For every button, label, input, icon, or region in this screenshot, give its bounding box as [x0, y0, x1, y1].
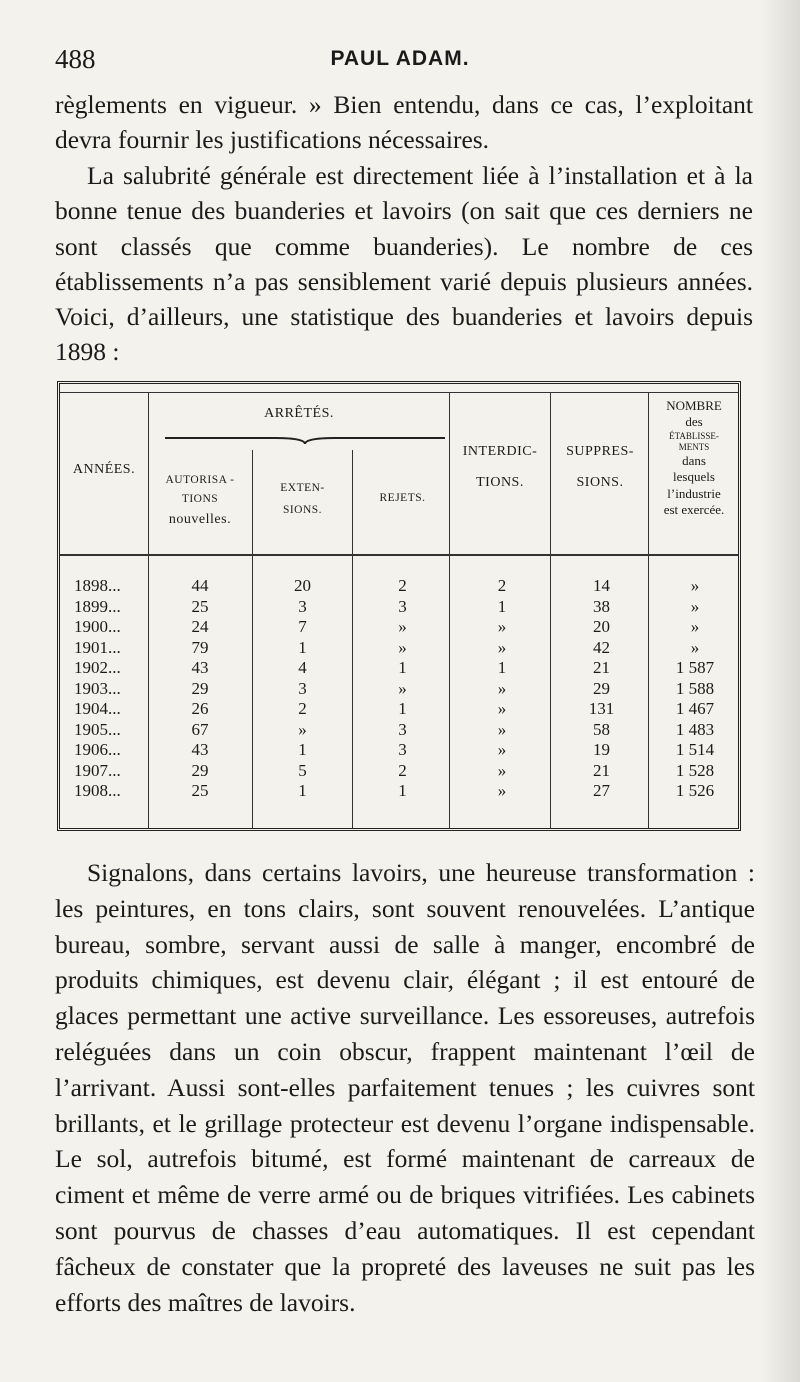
cell-interdictions: » — [497, 740, 507, 759]
header-top-rule — [60, 392, 738, 393]
table-row — [60, 720, 738, 740]
page-header — [55, 44, 745, 74]
cell-interdictions: » — [497, 719, 507, 739]
cell-annee: 1907... — [74, 760, 121, 780]
cell-autorisations: 43 — [191, 658, 209, 677]
cell-rejets: 3 — [398, 596, 407, 616]
table-row — [60, 597, 738, 617]
header-extensions — [255, 482, 350, 518]
cell-extensions: 1 — [298, 740, 307, 759]
header-nombre-line7: l’industrie — [667, 485, 721, 501]
cell-interdictions: 1 — [497, 596, 507, 616]
cell-interdictions: 2 — [497, 576, 507, 595]
table-row — [60, 740, 738, 760]
cell-nombre: 1 526 — [675, 781, 715, 800]
paragraph-salubrite: La salubrité générale est directement liée à l’installation et à la bonne tenue des buanderies et lavoirs (on sait que ces derniers ne sont classés que comme buanderies). Le nombre de ces établissements n’a pas sensiblement varié depuis plusieurs années. Voici, d’ailleurs, une statistique des buanderies et lavoirs depuis 1898 : — [55, 161, 753, 367]
header-nombre-line3: ÉTABLISSE- — [669, 430, 719, 441]
cell-rejets: 1 — [398, 699, 407, 718]
cell-autorisations: 29 — [191, 760, 209, 780]
header-suppressions-line1: SUPPRES- — [566, 444, 634, 459]
table-row — [60, 638, 738, 658]
cell-autorisations: 25 — [191, 781, 209, 800]
header-extensions-line1: EXTEN- — [280, 482, 325, 494]
header-interdictions — [451, 444, 549, 492]
cell-rejets: » — [398, 617, 407, 636]
cell-extensions: 4 — [298, 658, 307, 677]
header-brace — [165, 434, 445, 448]
cell-suppressions: 29 — [593, 678, 610, 698]
cell-suppressions: 20 — [593, 617, 610, 636]
cell-nombre: 1 528 — [675, 760, 715, 780]
table-row — [60, 761, 738, 781]
cell-extensions: 1 — [298, 637, 307, 657]
header-nombre — [650, 398, 738, 518]
cell-rejets: 1 — [398, 658, 407, 677]
page-number: 488 — [55, 44, 96, 74]
table-row — [60, 617, 738, 637]
cell-extensions: 3 — [298, 678, 307, 698]
cell-suppressions: 38 — [593, 596, 610, 616]
cell-suppressions: 14 — [593, 576, 610, 595]
cell-annee: 1905... — [74, 719, 121, 739]
header-interdictions-line1: INTERDIC- — [462, 444, 538, 459]
cell-interdictions: » — [497, 760, 507, 780]
cell-suppressions: 27 — [593, 781, 610, 800]
page-edge-shadow — [760, 0, 800, 1382]
header-nombre-line8: est exercée. — [663, 501, 725, 517]
cell-rejets: 1 — [398, 781, 407, 800]
cell-nombre: 1 467 — [675, 699, 715, 718]
cell-suppressions: 19 — [593, 740, 610, 759]
header-nombre-line5: dans — [682, 453, 706, 468]
cell-extensions: 3 — [298, 596, 307, 616]
cell-extensions: 7 — [298, 617, 307, 636]
cell-annee: 1906... — [74, 740, 121, 759]
paragraph-continuation: règlements en vigueur. » Bien entendu, dans ce cas, l’exploitant devra fournir les justifications nécessaires. — [55, 90, 753, 155]
cell-rejets: » — [398, 637, 407, 657]
header-autorisations-line2: TIONS — [181, 492, 219, 505]
header-interdictions-line2: TIONS. — [476, 474, 524, 490]
cell-extensions: » — [298, 719, 307, 739]
cell-interdictions: » — [497, 637, 507, 657]
cell-interdictions: » — [497, 699, 507, 718]
cell-autorisations: 26 — [191, 699, 209, 718]
cell-suppressions: 21 — [593, 658, 610, 677]
cell-annee: 1900... — [74, 617, 121, 636]
cell-suppressions: 58 — [593, 719, 610, 739]
header-nombre-line1: NOMBRE — [666, 398, 722, 413]
cell-annee: 1899... — [74, 596, 121, 616]
header-autorisations — [150, 474, 250, 528]
cell-rejets: » — [398, 678, 407, 698]
cell-nombre: 1 587 — [675, 658, 715, 677]
cell-nombre: 1 514 — [675, 740, 715, 759]
cell-nombre: » — [690, 617, 700, 636]
cell-extensions: 1 — [298, 781, 307, 800]
cell-autorisations: 43 — [191, 740, 209, 759]
header-nombre-line2: des — [685, 414, 703, 430]
cell-interdictions: 1 — [497, 658, 507, 677]
cell-rejets: 3 — [398, 719, 407, 739]
cell-annee: 1903... — [74, 678, 121, 698]
cell-suppressions: 131 — [588, 699, 615, 718]
table-row — [60, 699, 738, 719]
cell-suppressions: 21 — [593, 760, 610, 780]
header-annees: ANNÉES. — [72, 462, 136, 477]
cell-interdictions: » — [497, 617, 507, 636]
paragraph-transformation: Signalons, dans certains lavoirs, une heureuse transformation : les peintures, en tons clairs, sont souvent renouvelées. L’antique bureau, sombre, servant aussi de salle à manger, encombré de produits chimiques, est devenu clair, élégant ; il est entouré de glaces permettant une active surveillance. Les essoreuses, autrefois reléguées dans un coin obscur, frappent maintenant l’œil de l’arrivant. Aussi sont-elles parfaitement tenues ; les cuivres sont brillants, et le grillage protecteur est devenu l’organe indispensable. Le sol, autrefois bitumé, est formé maintenant de carreaux de ciment et même de verre armé ou de briques vitrifiées. Les cabinets sont pourvus de chasses d’eau automatiques. Il est cependant fâcheux de constater que la propreté des laveuses ne suit pas les efforts des maîtres de lavoirs. — [55, 858, 755, 1317]
cell-annee: 1902... — [74, 658, 121, 677]
table-row — [60, 658, 738, 678]
cell-extensions: 20 — [294, 576, 311, 595]
cell-rejets: 2 — [398, 576, 407, 595]
cell-autorisations: 29 — [191, 678, 209, 698]
cell-nombre: 1 588 — [675, 678, 715, 698]
cell-autorisations: 44 — [191, 576, 209, 595]
cell-nombre: 1 483 — [675, 719, 715, 739]
header-arretes: ARRÊTÉS. — [264, 406, 334, 421]
header-rejets: REJETS. — [379, 492, 426, 504]
cell-annee: 1908... — [74, 781, 121, 800]
cell-annee: 1904... — [74, 699, 121, 718]
cell-annee: 1898... — [74, 576, 121, 595]
header-autorisations-line3: nouvelles. — [168, 511, 232, 527]
cell-autorisations: 79 — [191, 637, 209, 657]
table-row — [60, 576, 738, 596]
statistics-table — [57, 381, 741, 831]
cell-interdictions: » — [497, 678, 507, 698]
cell-rejets: 3 — [398, 740, 407, 759]
cell-interdictions: » — [497, 781, 507, 800]
cell-suppressions: 42 — [593, 637, 610, 657]
table-row — [60, 781, 738, 801]
running-head: PAUL ADAM. — [330, 47, 470, 70]
header-nombre-line6: lesquels — [673, 469, 715, 485]
cell-autorisations: 67 — [191, 719, 209, 739]
cell-autorisations: 25 — [191, 596, 209, 616]
cell-rejets: 2 — [398, 760, 407, 780]
header-suppressions — [552, 444, 648, 492]
header-suppressions-line2: SIONS. — [576, 474, 624, 490]
cell-autorisations: 24 — [191, 617, 209, 636]
header-bottom-rule — [60, 554, 738, 556]
header-nombre-line4: MENTS — [678, 441, 710, 452]
table-row — [60, 679, 738, 699]
header-extensions-line2: SIONS. — [282, 503, 323, 516]
cell-nombre: » — [690, 596, 700, 616]
cell-nombre: » — [690, 576, 700, 595]
cell-extensions: 2 — [298, 699, 307, 718]
cell-extensions: 5 — [298, 760, 307, 780]
cell-nombre: » — [690, 637, 700, 657]
cell-annee: 1901... — [74, 637, 121, 657]
header-autorisations-line1: AUTORISA - — [165, 474, 235, 486]
